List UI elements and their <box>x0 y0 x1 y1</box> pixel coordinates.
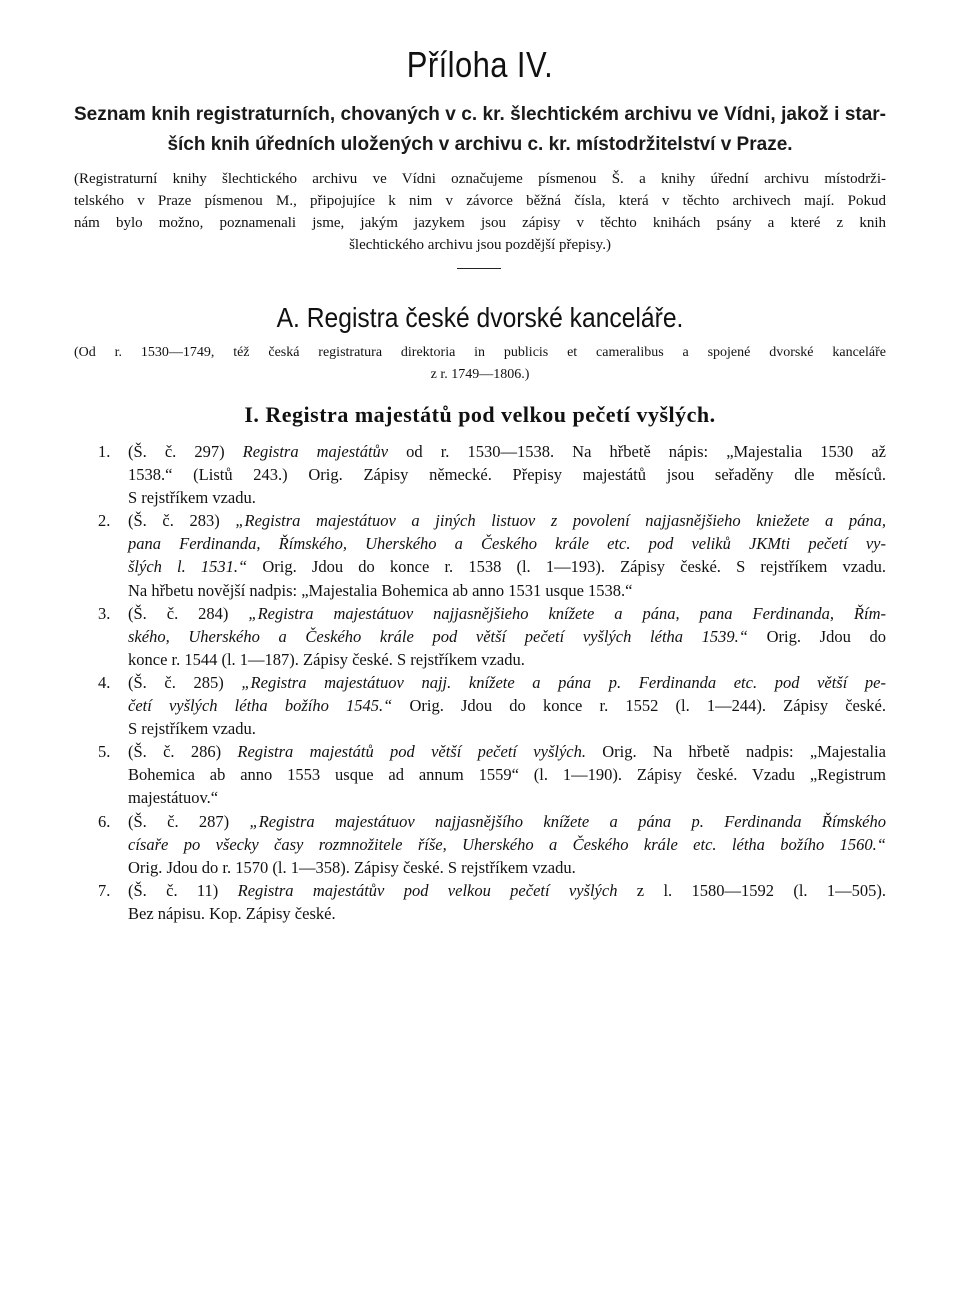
entry-line <box>128 717 886 740</box>
entry-text: Orig. Jdou do r. 1570 (l. 1—358). Zápisy české. S rejstříkem vzadu. <box>128 857 576 877</box>
entry-text: Bez nápisu. Kop. Zápisy české. <box>128 903 336 923</box>
entry-title-text: šlých l. 1531.“ <box>128 557 248 577</box>
entry-line <box>128 740 886 763</box>
entry-line <box>128 602 886 625</box>
entry-line <box>128 810 886 833</box>
entry-title-text: Registra majestátův <box>242 442 389 461</box>
entry-text: Orig. Jdou do konce r. 1538 (l. 1—193). Zápisy české. S rejstříkem vzadu. <box>247 557 886 577</box>
register-entry <box>98 602 886 671</box>
entry-text: 1538.“ (Listů 243.) Orig. Zápisy německé. Přepisy majestátů jsou seřaděny dle měsíců. <box>128 465 886 485</box>
entry-line <box>128 879 886 902</box>
entry-line <box>128 648 886 671</box>
register-entry <box>98 509 886 601</box>
entry-text: konce r. 1544 (l. 1—187). Zápisy české. S rejstříkem vzadu. <box>128 649 525 669</box>
entry-text: (Š. č. 284) <box>128 603 249 623</box>
entry-title-text: „Registra majestátuov najj. knížete a pána p. Ferdinanda etc. pod větší pe- <box>241 672 886 692</box>
note-line: telského v Praze písmenou M., připojujíce k nim v závorce běžná čísla, která v těchto archivech mají. Pokud <box>74 193 886 209</box>
entry-title-text: „Registra majestátuov a jiných listuov z povolení najjasnějšieho kniežete a pána, <box>235 511 886 531</box>
entry-number: 2. <box>98 511 111 531</box>
register-entry <box>98 671 886 740</box>
entry-line <box>128 763 886 786</box>
register-entry <box>98 740 886 809</box>
separator-rule <box>457 268 501 269</box>
entry-text: Orig. Na hřbetě nadpis: „Majestalia <box>585 742 886 762</box>
entry-title-text: „Registra majestátuov najjasnějšieho knížete a pána, pana Ferdinanda, Řím- <box>248 603 886 623</box>
entry-text: (Š. č. 286) <box>128 742 238 762</box>
entry-line <box>128 509 886 532</box>
entry-text: (Š. č. 283) <box>128 511 236 531</box>
note-line: (Registraturní knihy šlechtického archivu ve Vídni označujeme písmenou Š. a knihy úřední archivu místodrži- <box>74 171 886 187</box>
entry-title-text: ského, Uherského a Českého krále pod větší pečetí vyšlých létha 1539.“ <box>128 626 748 646</box>
introductory-note <box>74 168 886 256</box>
section-a-note-line: z r. 1749—1806.) <box>430 367 530 382</box>
entry-title-text: četí vyšlých létha božího 1545.“ <box>128 696 393 716</box>
entry-text: majestátuov.“ <box>128 788 219 808</box>
entry-title-text: „Registra majestátuov najjasnějšího knížete a pána p. Ferdinanda Římského <box>249 811 886 831</box>
entry-text: (Š. č. 11) <box>128 880 238 900</box>
section-a-note <box>74 342 886 386</box>
appendix-title: Příloha IV. <box>406 44 554 85</box>
entry-text: S rejstříkem vzadu. <box>128 488 256 508</box>
register-entry <box>98 810 886 879</box>
note-line: nám bylo možno, poznamenali jsme, jakým jazykem jsou zápisy v těchto knihách psány a které z knih <box>74 215 886 231</box>
register-entry-list <box>98 440 886 925</box>
entry-number: 6. <box>98 811 111 831</box>
entry-line <box>128 532 886 555</box>
subsection-i-heading: I. Registra majestátů pod velkou pečetí vyšlých. <box>244 402 716 427</box>
entry-line <box>128 579 886 602</box>
entry-text: z l. 1580—1592 (l. 1—505). <box>617 880 886 900</box>
entry-title-text: pana Ferdinanda, Římského, Uherského a Českého krále etc. pod veliků JKMti pečetí vy- <box>128 534 886 554</box>
entry-line <box>128 486 886 509</box>
entry-line <box>128 786 886 809</box>
register-entry <box>98 440 886 509</box>
entry-line <box>128 902 886 925</box>
note-line: šlechtického archivu jsou pozdější přepisy.) <box>349 237 611 253</box>
section-a-heading: A. Registra české dvorské kanceláře. <box>276 302 684 333</box>
appendix-subtitle <box>74 100 886 160</box>
register-entry <box>98 879 886 925</box>
entry-line <box>128 555 886 578</box>
entry-text: (Š. č. 297) <box>128 442 243 461</box>
entry-text: (Š. č. 287) <box>128 811 250 831</box>
subtitle-line: ších knih úředních uložených v archivu c. kr. místodržitelství v Praze. <box>167 134 793 155</box>
entry-number: 5. <box>98 742 111 762</box>
entry-text: (Š. č. 285) <box>128 672 242 692</box>
entry-line <box>128 671 886 694</box>
entry-line <box>128 856 886 879</box>
entry-text: od r. 1530—1538. Na hřbetě nápis: „Majestalia 1530 až <box>388 442 886 461</box>
entry-text: Na hřbetu novější nadpis: „Majestalia Bohemica ab anno 1531 usque 1538.“ <box>128 580 633 600</box>
entry-title-text: císaře po všecky časy rozmnožitele říše, Uherského a Českého krále etc. létha božího 1560.“ <box>128 834 886 854</box>
entry-title-text: Registra majestátův pod velkou pečetí vyšlých <box>237 880 618 900</box>
entry-text: Orig. Jdou do konce r. 1552 (l. 1—244). Zápisy české. <box>392 696 886 716</box>
entry-title-text: Registra majestátů pod větší pečetí vyšlých. <box>237 742 586 762</box>
entry-text: Bohemica ab anno 1553 usque ad annum 1559“ (l. 1—190). Zápisy české. Vzadu „Registrum <box>128 765 886 785</box>
entry-line <box>128 463 886 486</box>
entry-text: S rejstříkem vzadu. <box>128 719 256 739</box>
entry-line <box>128 440 886 463</box>
entry-line <box>128 833 886 856</box>
section-a-note-line: (Od r. 1530—1749, též česká registratura direktoria in publicis et cameralibus a spojené dvorské kanceláře <box>74 345 886 360</box>
entry-number: 3. <box>98 603 111 623</box>
subtitle-line: Seznam knih registraturních, chovaných v c. kr. šlechtickém archivu ve Vídni, jakož i star- <box>74 104 886 125</box>
entry-line <box>128 625 886 648</box>
entry-line <box>128 694 886 717</box>
entry-number: 1. <box>98 442 111 461</box>
entry-number: 4. <box>98 672 111 692</box>
entry-text: Orig. Jdou do <box>747 626 886 646</box>
entry-number: 7. <box>98 880 111 900</box>
